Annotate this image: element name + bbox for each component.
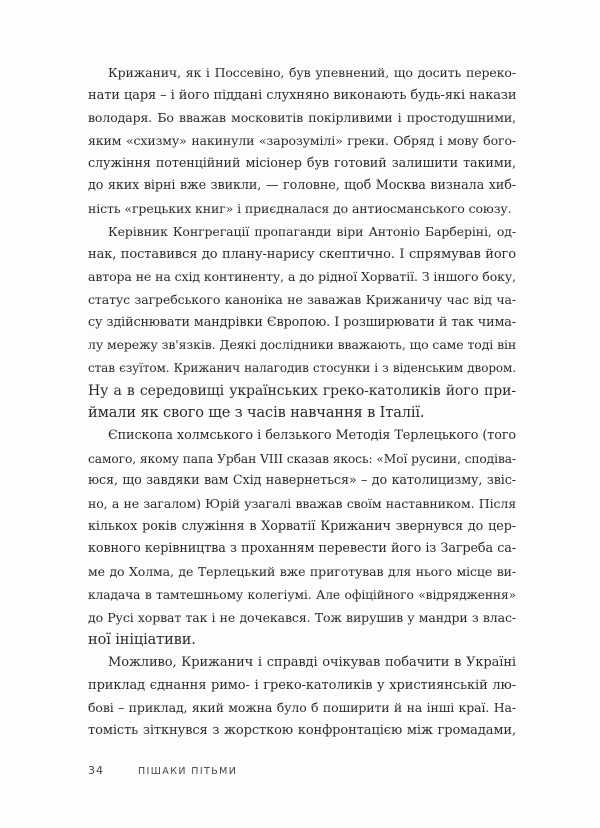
- text-line: Можливо, Крижанич і справді очікував побачити в Україні: [108, 654, 516, 670]
- text-line: ме до Холма, де Терлецький вже приготував для нього місце ви-: [88, 564, 516, 580]
- text-line: став єзуїтом. Крижанич налагодив стосунки і з віденським двором.: [88, 360, 516, 375]
- text-line: кількох років служіння в Хорватії Крижанич звернувся до цер-: [88, 518, 516, 534]
- text-line: нак, поставився до плану-нарису скептично. І спрямував його: [88, 246, 516, 262]
- text-line: су здійснювати мандрівки Європою. І розширювати й так чима-: [88, 314, 516, 330]
- text-line: лу мережу зв'язків. Деякі дослідники вважають, що саме тоді він: [88, 337, 517, 353]
- text-line: томість зіткнувся з жорсткою конфронтацією між громадами,: [88, 722, 516, 738]
- text-line: ність «грецьких книг» і приєдналася до антиосманського союзу.: [88, 201, 512, 217]
- text-line: автора не на схід континенту, а до рідної Хорватії. З іншого боку,: [88, 269, 516, 285]
- paragraph: [88, 425, 516, 652]
- text-line: яким «схизму» накинули «зарозумілі» греки. Обряд і мову бого-: [88, 133, 516, 149]
- text-line: приклад єднання римо- і греко-католиків у християнській лю-: [88, 677, 516, 693]
- text-line: до Русі хорват так і не дочекався. Тож вирушив у мандри з влас-: [88, 609, 516, 625]
- page-number: 34: [88, 764, 104, 777]
- text-line: ковного керівництва з проханням перевести його із Загреба са-: [88, 541, 516, 557]
- text-line: нати царя – і його піддані слухняно виконають будь-які накази: [88, 87, 517, 103]
- text-line: самого, якому папа Урбан VIII сказав якось: «Мої русини, сподіва-: [88, 451, 516, 466]
- text-line: юся, що завдяки вам Схід навернеться» – до католицизму, звіс-: [88, 473, 516, 489]
- text-line: Керівник Конгрегації пропаганди віри Антоніо Барберіні, од-: [108, 223, 516, 239]
- text-line: володаря. Бо вважав московитів покірливими і простодушними,: [88, 110, 516, 126]
- text-line: ймали як свого ще з часів навчання в Італії.: [88, 405, 425, 422]
- paragraph: [88, 62, 516, 221]
- body-text: [88, 62, 516, 743]
- text-line: статус загребського каноніка не заважав Крижаничу час від ча-: [88, 291, 516, 307]
- text-line: бові – приклад, який можна було б поширити й на інші краї. На-: [88, 700, 516, 716]
- paragraph: [88, 652, 516, 743]
- paragraph: [88, 221, 516, 425]
- text-line: Ну а в середовищі українських греко-католиків його при-: [88, 382, 516, 399]
- text-line: но, а не загалом) Юрій узагалі вважав своїм наставником. Після: [88, 496, 516, 512]
- page-footer: [88, 764, 237, 777]
- text-line: Крижанич, як і Поссевіно, був упевнений, що досить переко-: [108, 65, 516, 80]
- text-line: кладача в тамтешньому колегіумі. Але офіційного «відрядження»: [88, 587, 516, 602]
- text-line: Єпископа холмського і белзького Методія Терлецького (того: [108, 428, 516, 443]
- text-line: служіння потенційний місіонер був готовий залишити такими,: [88, 155, 516, 171]
- text-line: ної ініціативи.: [88, 632, 196, 649]
- running-title: ПІШАКИ ПІТЬМИ: [138, 766, 238, 777]
- text-line: до яких вірні вже звикли, — головне, щоб Москва визнала хиб-: [88, 178, 516, 194]
